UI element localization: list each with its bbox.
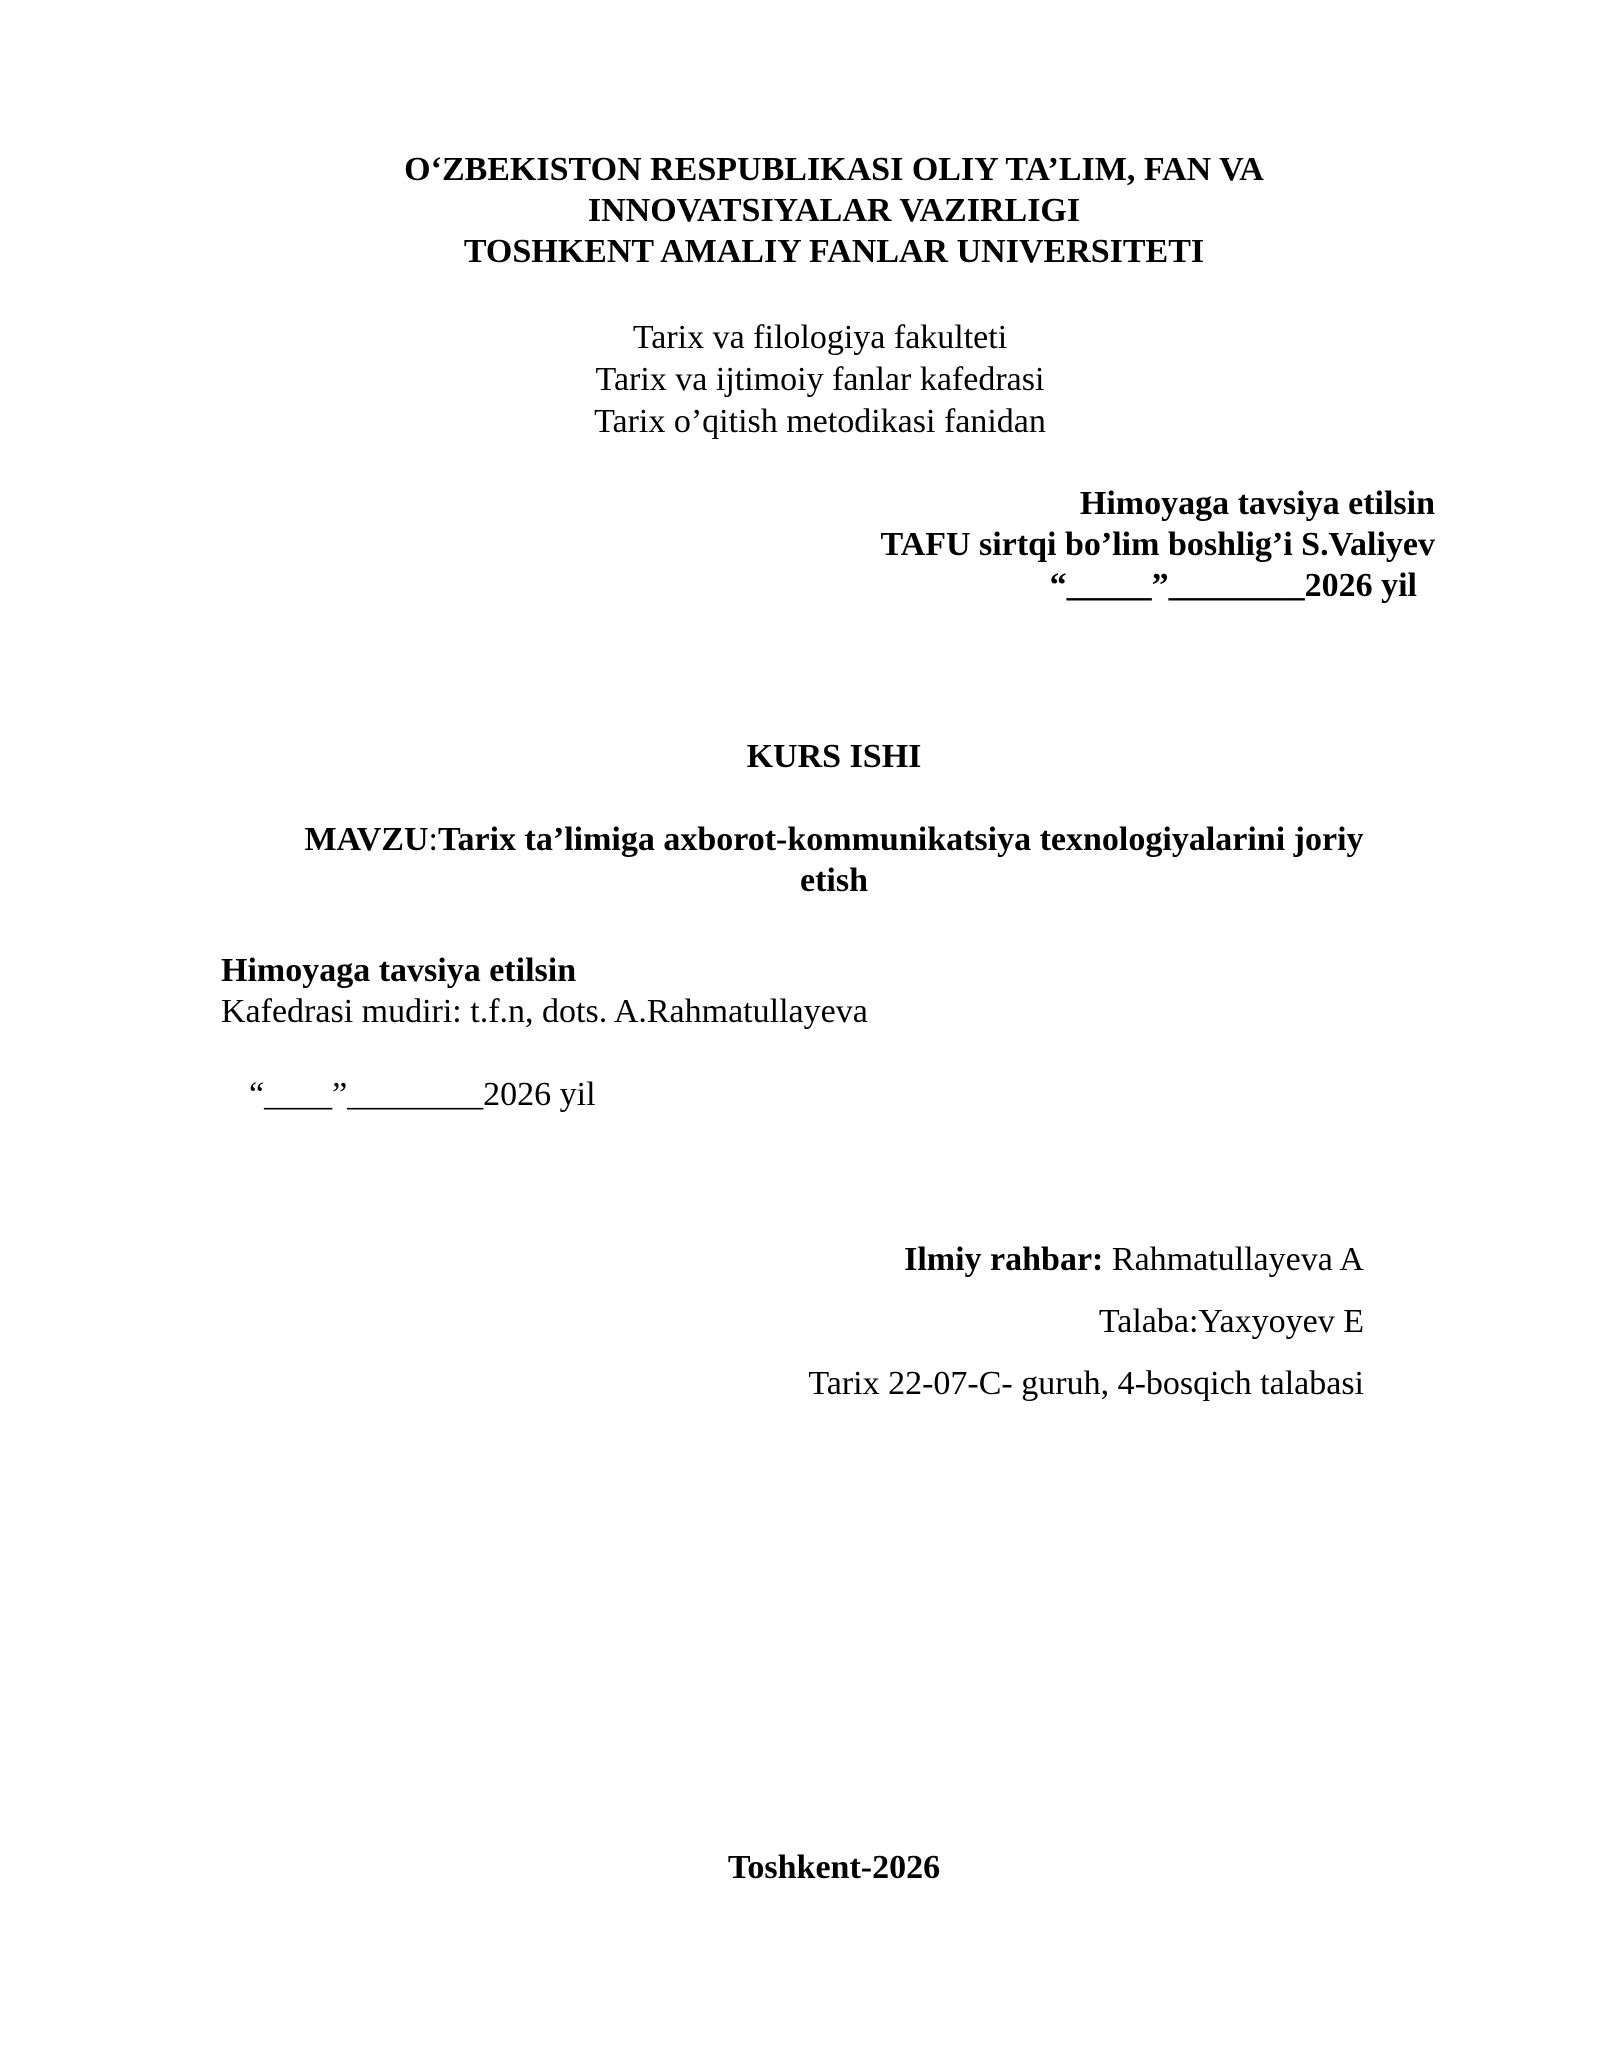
advisor-label: Ilmiy rahbar: bbox=[904, 1241, 1104, 1278]
topic-line-2: etish bbox=[800, 862, 868, 899]
topic-text: Tarix ta’limiga axborot-kommunikatsiya texnologiyalarini joriy bbox=[437, 821, 1364, 858]
subject-name: Tarix o’qitish metodikasi fanidan bbox=[594, 403, 1046, 440]
document-type: KURS ISHI bbox=[746, 738, 922, 775]
ministry-line-2: INNOVATSIYALAR VAZIRLIGI bbox=[587, 192, 1081, 229]
department-name: Tarix va ijtimoiy fanlar kafedrasi bbox=[595, 361, 1045, 398]
approval-date-bottom: “____”________2026 yil bbox=[249, 1076, 596, 1113]
head-of-department: Kafedrasi mudiri: t.f.n, dots. A.Rahmatullayeva bbox=[221, 993, 868, 1030]
advisor-line bbox=[904, 1240, 1364, 1280]
student-group: Tarix 22-07-C- guruh, 4-bosqich talabasi bbox=[808, 1365, 1364, 1402]
approver-name: TAFU sirtqi bo’lim boshlig’i S.Valiyev bbox=[880, 526, 1435, 563]
ministry-line-1: O‘ZBEKISTON RESPUBLIKASI OLIY TA’LIM, FAN VA bbox=[404, 151, 1264, 188]
faculty-name: Tarix va filologiya fakulteti bbox=[632, 319, 1008, 356]
approval-heading-bottom: Himoyaga tavsiya etilsin bbox=[221, 952, 577, 989]
topic-line-1 bbox=[0, 820, 1600, 860]
topic-label: MAVZU bbox=[304, 821, 429, 858]
university-name: TOSHKENT AMALIY FANLAR UNIVERSITETI bbox=[463, 233, 1205, 270]
topic-separator: : bbox=[428, 821, 438, 858]
approval-date-top: “_____”________2026 yil bbox=[1049, 567, 1417, 604]
student-name: Talaba:Yaxyoyev E bbox=[1098, 1303, 1364, 1340]
city-year: Toshkent-2026 bbox=[727, 1849, 941, 1886]
advisor-name: Rahmatullayeva A bbox=[1103, 1241, 1364, 1278]
approval-heading-top: Himoyaga tavsiya etilsin bbox=[1079, 485, 1435, 522]
